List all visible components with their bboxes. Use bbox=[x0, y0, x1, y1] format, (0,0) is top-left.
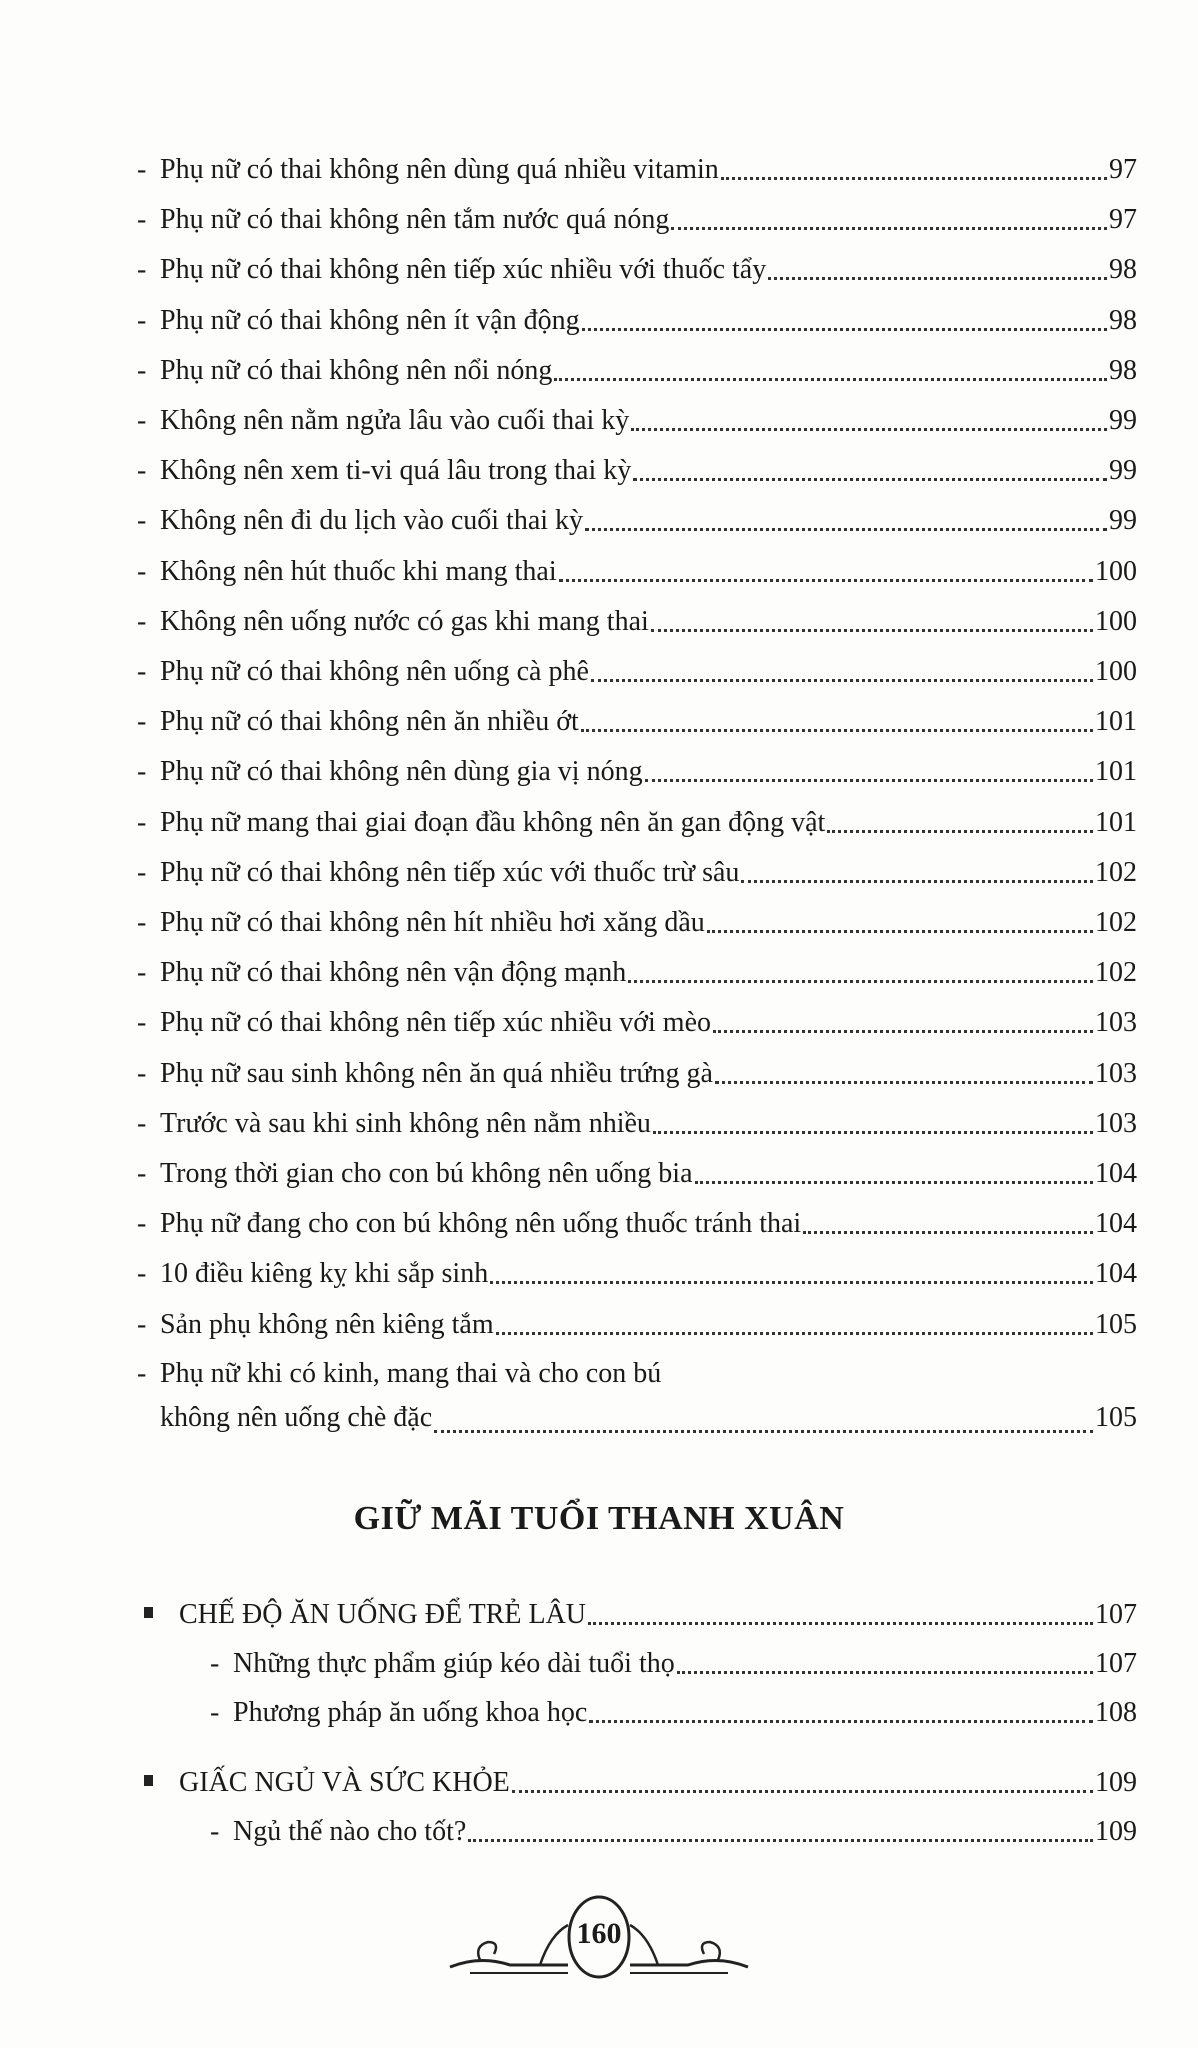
toc-entry bbox=[137, 153, 1137, 187]
entry-page: 98 bbox=[1109, 254, 1137, 286]
dash: - bbox=[137, 1158, 147, 1189]
entry-page: 103 bbox=[1095, 1107, 1137, 1139]
entry-text: Không nên uống nước có gas khi mang thai bbox=[160, 605, 649, 637]
section-page: 107 bbox=[1095, 1599, 1137, 1630]
entry-page: 98 bbox=[1109, 304, 1137, 336]
entry-page: 103 bbox=[1095, 1007, 1137, 1039]
dot-leader bbox=[589, 1720, 1093, 1723]
entry-page: 97 bbox=[1109, 154, 1137, 185]
toc-entry bbox=[137, 1006, 1137, 1040]
entry-text: 10 điều kiêng kỵ khi sắp sinh bbox=[160, 1258, 489, 1290]
toc-entry bbox=[137, 253, 1137, 287]
entry-text: Phụ nữ có thai không nên ít vận động bbox=[160, 304, 580, 336]
dash: - bbox=[137, 1007, 147, 1039]
entry-page: 99 bbox=[1109, 405, 1137, 436]
entry-text: Không nên xem ti-vi quá lâu trong thai kỳ bbox=[160, 455, 632, 487]
entry-text: Phụ nữ có thai không nên dùng quá nhiều vitamin bbox=[160, 154, 719, 185]
toc-entry bbox=[137, 655, 1137, 689]
dot-leader bbox=[653, 1131, 1093, 1134]
section-heading bbox=[140, 1766, 1137, 1800]
entry-page: 107 bbox=[1095, 1648, 1137, 1679]
entry-page: 100 bbox=[1095, 656, 1137, 687]
entry-page: 97 bbox=[1109, 204, 1137, 236]
dash: - bbox=[137, 1107, 147, 1139]
entry-page: 104 bbox=[1095, 1208, 1137, 1240]
dot-leader bbox=[559, 579, 1093, 582]
toc-entry bbox=[137, 203, 1137, 237]
dash: - bbox=[137, 756, 147, 788]
dash: - bbox=[137, 405, 147, 436]
dot-leader bbox=[695, 1181, 1093, 1184]
entry-page: 98 bbox=[1109, 354, 1137, 386]
entry-text: Không nên nằm ngửa lâu vào cuối thai kỳ bbox=[160, 405, 630, 436]
entry-text-line1: Phụ nữ khi có kinh, mang thai và cho con bú bbox=[160, 1358, 662, 1389]
entry-text: Phụ nữ có thai không nên dùng gia vị nóng bbox=[160, 756, 643, 788]
dot-leader bbox=[768, 277, 1107, 280]
entry-text: Phụ nữ sau sinh không nên ăn quá nhiều trứng gà bbox=[160, 1057, 713, 1089]
dot-leader bbox=[741, 880, 1093, 883]
chapter-title: GIỮ MÃI TUỔI THANH XUÂN bbox=[353, 1500, 845, 1537]
entry-page: 105 bbox=[1095, 1402, 1137, 1433]
entry-text: Không nên hút thuốc khi mang thai bbox=[160, 555, 557, 587]
dash: - bbox=[137, 656, 147, 687]
toc-entry bbox=[137, 956, 1137, 990]
entry-text: Phụ nữ có thai không nên hít nhiều hơi xăng dầu bbox=[160, 907, 705, 938]
toc-entry bbox=[137, 1157, 1137, 1191]
dot-leader bbox=[512, 1790, 1093, 1793]
entry-page: 109 bbox=[1095, 1816, 1137, 1847]
dash: - bbox=[137, 1208, 147, 1240]
toc-entry bbox=[137, 906, 1137, 940]
toc-entry bbox=[137, 354, 1137, 388]
entry-page: 99 bbox=[1109, 455, 1137, 487]
toc-entry bbox=[137, 1257, 1137, 1291]
toc-entry bbox=[137, 454, 1137, 488]
dot-leader bbox=[713, 1030, 1093, 1033]
dash: - bbox=[137, 505, 147, 537]
dash: - bbox=[137, 605, 147, 637]
dot-leader bbox=[707, 930, 1093, 933]
dot-leader bbox=[628, 980, 1093, 983]
square-bullet-icon bbox=[144, 1775, 153, 1786]
dash: - bbox=[137, 706, 147, 738]
entry-text: Phụ nữ có thai không nên nổi nóng bbox=[160, 354, 553, 386]
dot-leader bbox=[582, 328, 1107, 331]
dash: - bbox=[210, 1648, 220, 1679]
dash: - bbox=[137, 806, 147, 838]
entry-text: Trong thời gian cho con bú không nên uống bia bbox=[160, 1158, 693, 1189]
dot-leader bbox=[496, 1332, 1093, 1335]
entry-page: 105 bbox=[1095, 1308, 1137, 1340]
section-heading bbox=[140, 1598, 1137, 1632]
toc-subentry bbox=[210, 1696, 1137, 1730]
dot-leader bbox=[631, 428, 1107, 431]
dash: - bbox=[137, 254, 147, 286]
toc-entry bbox=[137, 856, 1137, 890]
entry-page: 100 bbox=[1095, 605, 1137, 637]
entry-text: Phụ nữ có thai không nên tiếp xúc nhiều với thuốc tẩy bbox=[160, 254, 767, 286]
dash: - bbox=[137, 304, 147, 336]
toc-entry bbox=[137, 555, 1137, 589]
entry-page: 108 bbox=[1095, 1697, 1137, 1728]
entry-page: 104 bbox=[1095, 1258, 1137, 1290]
dash: - bbox=[137, 957, 147, 989]
toc-entry bbox=[137, 1057, 1137, 1091]
entry-text-line2: không nên uống chè đặc bbox=[160, 1402, 433, 1433]
page-number-ornament bbox=[440, 1895, 758, 1985]
dash: - bbox=[210, 1816, 220, 1847]
entry-text: Phụ nữ có thai không nên uống cà phê bbox=[160, 656, 589, 687]
dash: - bbox=[137, 856, 147, 888]
entry-page: 101 bbox=[1095, 806, 1137, 838]
entry-text: Trước và sau khi sinh không nên nằm nhiều bbox=[160, 1107, 651, 1139]
dot-leader bbox=[651, 629, 1093, 632]
dot-leader bbox=[715, 1081, 1093, 1084]
entry-page: 101 bbox=[1095, 706, 1137, 738]
section-page: 109 bbox=[1095, 1767, 1137, 1798]
entry-page: 102 bbox=[1095, 907, 1137, 938]
entry-text: Phụ nữ có thai không nên tắm nước quá nóng bbox=[160, 204, 670, 236]
dash: - bbox=[137, 1258, 147, 1290]
page-number: 160 bbox=[576, 1917, 622, 1950]
dot-leader bbox=[588, 1622, 1093, 1625]
entry-text: Không nên đi du lịch vào cuối thai kỳ bbox=[160, 505, 584, 537]
toc-entry bbox=[137, 605, 1137, 639]
toc-entry bbox=[137, 1308, 1137, 1342]
toc-entry-multiline bbox=[137, 1352, 1137, 1440]
entry-page: 101 bbox=[1095, 756, 1137, 788]
entry-page: 103 bbox=[1095, 1057, 1137, 1089]
entry-text: Phụ nữ có thai không nên tiếp xúc nhiều với mèo bbox=[160, 1007, 712, 1039]
dot-leader bbox=[671, 227, 1107, 230]
dot-leader bbox=[677, 1671, 1093, 1674]
toc-entry bbox=[137, 755, 1137, 789]
entry-text: Phụ nữ đang cho con bú không nên uống thuốc tránh thai bbox=[160, 1208, 802, 1240]
entry-text: Những thực phẩm giúp kéo dài tuổi thọ bbox=[233, 1648, 675, 1679]
dot-leader bbox=[827, 830, 1093, 833]
toc-subentry bbox=[210, 1647, 1137, 1681]
dot-leader bbox=[468, 1839, 1093, 1842]
entry-page: 100 bbox=[1095, 555, 1137, 587]
entry-text: Sản phụ không nên kiêng tắm bbox=[160, 1308, 494, 1340]
dash: - bbox=[137, 1057, 147, 1089]
dash: - bbox=[137, 555, 147, 587]
dot-leader bbox=[554, 378, 1107, 381]
entry-page: 104 bbox=[1095, 1158, 1137, 1189]
dot-leader bbox=[803, 1231, 1093, 1234]
dot-leader bbox=[434, 1430, 1093, 1433]
section-title: CHẾ ĐỘ ĂN UỐNG ĐỂ TRẺ LÂU bbox=[179, 1599, 587, 1630]
dash: - bbox=[137, 204, 147, 236]
section-title: GIẤC NGỦ VÀ SỨC KHỎE bbox=[179, 1767, 510, 1798]
toc-subentry bbox=[210, 1815, 1137, 1849]
dash: - bbox=[137, 907, 147, 938]
dash: - bbox=[137, 1358, 147, 1389]
entry-page: 102 bbox=[1095, 856, 1137, 888]
entry-text: Phụ nữ có thai không nên ăn nhiều ớt bbox=[160, 706, 579, 738]
square-bullet-icon bbox=[144, 1607, 153, 1618]
entry-text: Phụ nữ mang thai giai đoạn đầu không nên ăn gan động vật bbox=[160, 806, 826, 838]
toc-entry bbox=[137, 404, 1137, 438]
toc-entry bbox=[137, 504, 1137, 538]
dot-leader bbox=[490, 1281, 1093, 1284]
dot-leader bbox=[721, 177, 1107, 180]
entry-text: Phụ nữ có thai không nên vận động mạnh bbox=[160, 957, 627, 989]
dot-leader bbox=[591, 679, 1093, 682]
dot-leader bbox=[633, 478, 1107, 481]
dot-leader bbox=[645, 779, 1093, 782]
dash: - bbox=[137, 154, 147, 185]
dot-leader bbox=[581, 729, 1093, 732]
entry-page: 102 bbox=[1095, 957, 1137, 989]
entry-text: Phụ nữ có thai không nên tiếp xúc với thuốc trừ sâu bbox=[160, 856, 740, 888]
dash: - bbox=[137, 455, 147, 487]
toc-entry bbox=[137, 304, 1137, 338]
entry-page: 99 bbox=[1109, 505, 1137, 537]
dash: - bbox=[137, 354, 147, 386]
entry-text: Phương pháp ăn uống khoa học bbox=[233, 1697, 588, 1728]
toc-entry bbox=[137, 1207, 1137, 1241]
dash: - bbox=[210, 1697, 220, 1728]
toc-entry bbox=[137, 806, 1137, 840]
dash: - bbox=[137, 1308, 147, 1340]
toc-entry bbox=[137, 1107, 1137, 1141]
entry-text: Ngủ thế nào cho tốt? bbox=[233, 1816, 467, 1847]
dot-leader bbox=[585, 528, 1107, 531]
toc-entry bbox=[137, 705, 1137, 739]
